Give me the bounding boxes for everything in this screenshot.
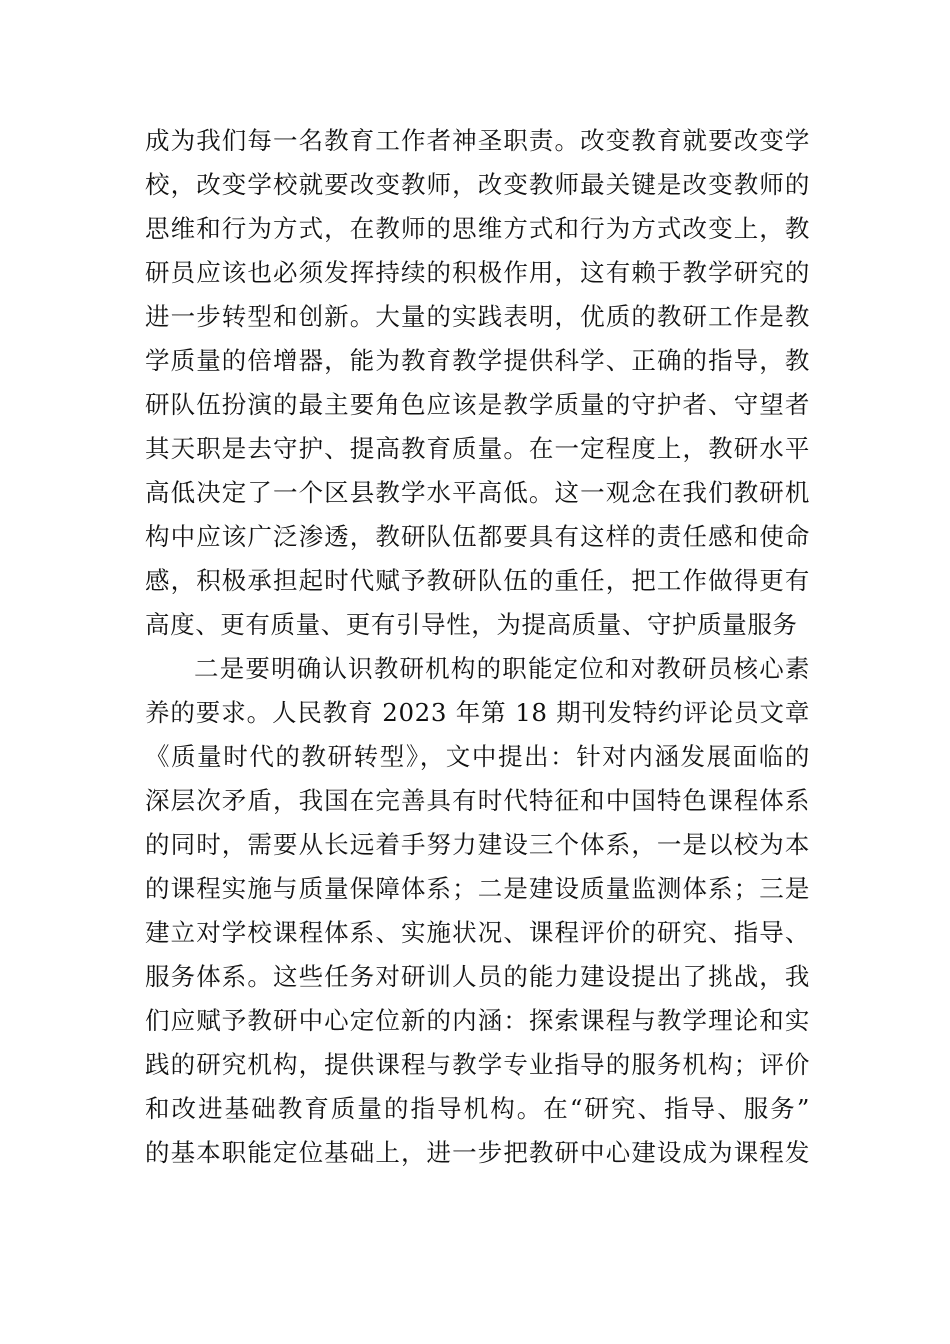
text-line: 构中应该广泛渗透，教研队伍都要具有这样的责任感和使命 [145,522,810,551]
text-line: 成为我们每一名教育工作者神圣职责。改变教育就要改变学 [145,126,810,155]
text-line: 的课程实施与质量保障体系；二是建设质量监测体系；三是 [145,874,810,903]
text-line: 养的要求。人民教育 2023 年第 18 期刊发特约评论员文章 [145,698,810,727]
text-line: 和改进基础教育质量的指导机构。在“研究、指导、服务” [145,1094,810,1123]
body-text [145,119,810,1175]
text-line: 研队伍扮演的最主要角色应该是教学质量的守护者、守望者 [145,390,810,419]
text-line: 学质量的倍增器，能为教育教学提供科学、正确的指导，教 [145,346,810,375]
text-line: 感，积极承担起时代赋予教研队伍的重任，把工作做得更有 [145,566,810,595]
text-line: 思维和行为方式，在教师的思维方式和行为方式改变上，教 [145,214,810,243]
text-line: 深层次矛盾，我国在完善具有时代特征和中国特色课程体系 [145,786,810,815]
text-line: 进一步转型和创新。大量的实践表明，优质的教研工作是教 [145,302,810,331]
text-line: 践的研究机构，提供课程与教学专业指导的服务机构；评价 [145,1050,810,1079]
text-line: 服务体系。这些任务对研训人员的能力建设提出了挑战，我 [145,962,810,991]
text-line: 其天职是去守护、提高教育质量。在一定程度上，教研水平 [145,434,810,463]
text-line: 研员应该也必须发挥持续的积极作用，这有赖于教学研究的 [145,258,810,287]
text-line: 建立对学校课程体系、实施状况、课程评价的研究、指导、 [145,918,810,947]
text-line: 高低决定了一个区县教学水平高低。这一观念在我们教研机 [145,478,810,507]
paragraph-first-line: 二是要明确认识教研机构的职能定位和对教研员核心素 [194,654,810,683]
text-line: 《质量时代的教研转型》，文中提出：针对内涵发展面临的 [145,742,810,771]
text-line: 们应赋予教研中心定位新的内涵：探索课程与教学理论和实 [145,1006,810,1035]
text-line: 校，改变学校就要改变教师，改变教师最关键是改变教师的 [145,170,810,199]
text-line: 高度、更有质量、更有引导性，为提高质量、守护质量服务 [145,610,798,639]
text-line: 的基本职能定位基础上，进一步把教研中心建设成为课程发 [145,1138,810,1167]
text-line: 的同时，需要从长远着手努力建设三个体系，一是以校为本 [145,830,810,859]
